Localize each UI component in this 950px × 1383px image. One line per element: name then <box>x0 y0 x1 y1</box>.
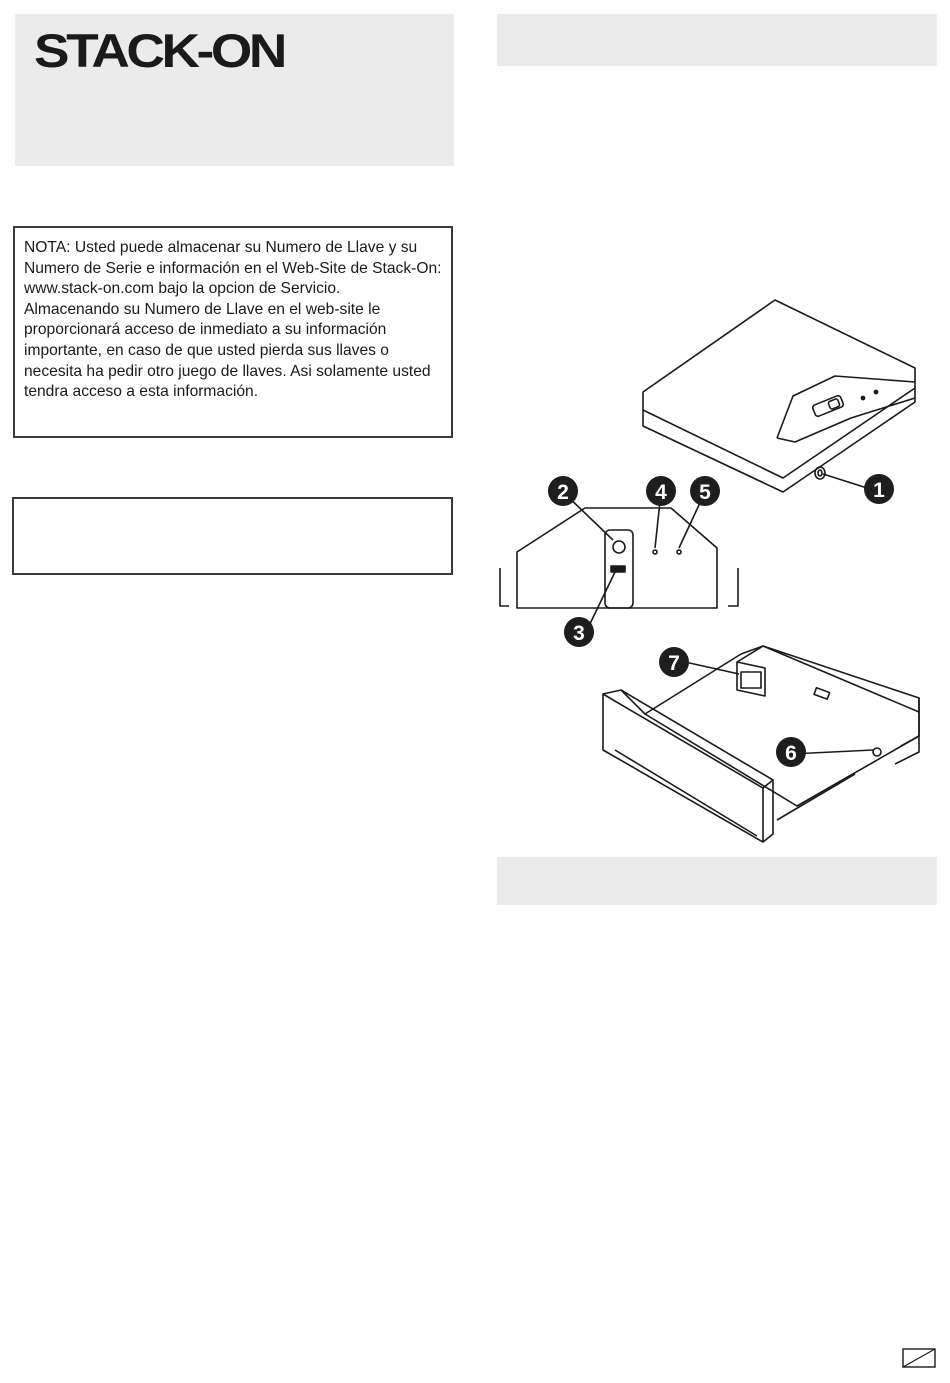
callout-6 <box>776 737 806 767</box>
safe-closed-illustration <box>643 300 915 492</box>
svg-text:7: 7 <box>668 652 680 675</box>
right-header-bar <box>497 14 937 66</box>
callout-5 <box>690 476 720 506</box>
callout-4 <box>646 476 676 506</box>
keyhole-lock-icon <box>815 467 825 479</box>
safe-open-illustration <box>603 646 919 842</box>
note-paragraph-1: NOTA: Usted puede almacenar su Numero de Llave y su Numero de Serie e información en el Web-Site de Stack-On: www.stack-on.com bajo la opcion de Servicio. <box>24 239 442 298</box>
callout-1 <box>864 474 894 504</box>
logo-text: STACK-ON <box>34 28 285 72</box>
override-key-lock-icon <box>873 748 881 756</box>
svg-text:1: 1 <box>873 479 885 502</box>
empty-info-box <box>12 497 453 575</box>
svg-text:5: 5 <box>699 481 711 504</box>
callout-2 <box>548 476 578 506</box>
note-paragraph-2: Almacenando su Numero de Llave en el web-site le proporcionará acceso de inmediato a su información importante, en caso de que usted pierda sus llaves o necesita ha pedir otro juego de llaves. Asi solamente usted tendra acceso a esta información. <box>24 300 431 401</box>
svg-text:3: 3 <box>573 622 585 645</box>
callout-7 <box>659 647 689 677</box>
note-box <box>13 226 453 438</box>
page-corner-icon <box>902 1348 936 1368</box>
safe-diagram <box>495 290 935 850</box>
svg-text:2: 2 <box>557 481 569 504</box>
callout-3 <box>564 617 594 647</box>
right-lower-bar <box>497 857 937 905</box>
front-panel-illustration <box>500 508 738 608</box>
usb-port-icon <box>611 566 625 572</box>
svg-text:4: 4 <box>655 481 667 504</box>
svg-text:6: 6 <box>785 742 797 765</box>
stack-on-logo <box>34 28 286 72</box>
